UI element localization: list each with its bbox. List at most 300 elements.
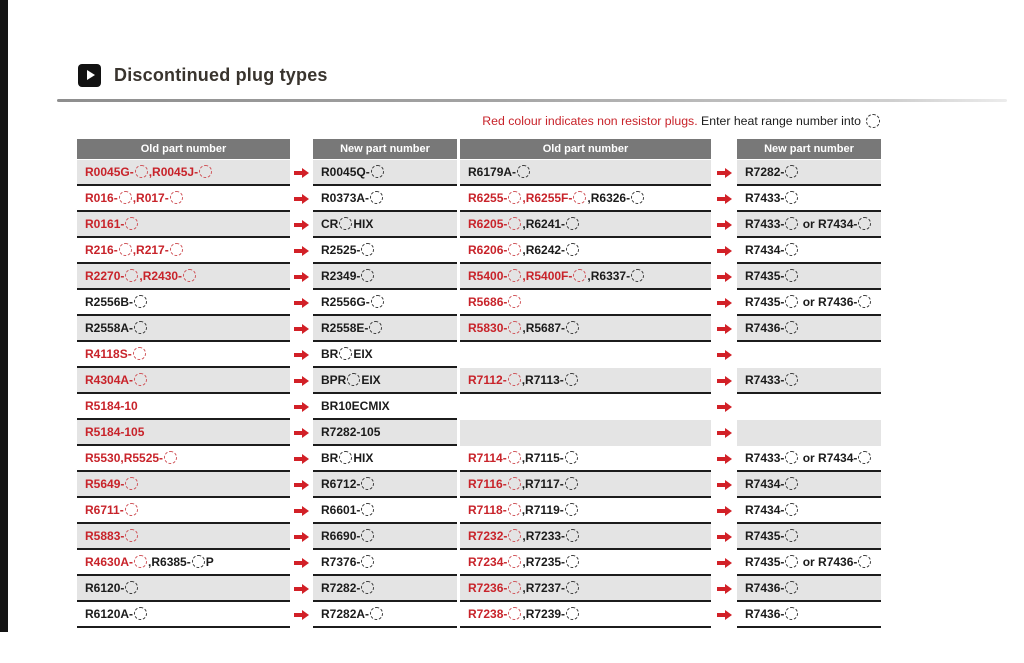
table-row	[460, 316, 881, 342]
table-row	[460, 498, 881, 524]
arrow-right-icon	[717, 480, 732, 490]
part-number-text: ,R6255F-	[522, 191, 573, 205]
old-part-cell	[77, 498, 290, 524]
table-row	[77, 420, 457, 446]
heat-range-circle	[371, 165, 384, 178]
arrow-gutter	[711, 186, 737, 212]
part-number-text: ,R0045J-	[148, 165, 199, 179]
part-number-text: R2556B-	[85, 295, 134, 309]
part-number-text: R7435-	[745, 295, 785, 309]
arrow-gutter	[711, 420, 737, 446]
arrow-right-icon	[717, 558, 732, 568]
heat-range-circle	[339, 347, 352, 360]
part-number-text: ,R6242-	[522, 243, 566, 257]
heat-range-circle	[508, 321, 521, 334]
arrow-gutter	[290, 290, 313, 316]
part-number-text: R7376-	[321, 555, 361, 569]
heat-range-circle	[508, 451, 521, 464]
old-part-number-header: Old part number	[77, 139, 290, 159]
arrow-right-icon	[294, 506, 309, 516]
arrow-gutter	[711, 550, 737, 576]
part-number-text: BR10ECMIX	[321, 399, 390, 413]
new-part-cell	[313, 316, 457, 342]
old-part-cell	[460, 446, 711, 472]
old-part-cell	[460, 498, 711, 524]
part-number-text: R7434-	[745, 503, 785, 517]
heat-range-circle	[361, 529, 374, 542]
arrow-right-icon	[294, 532, 309, 542]
arrow-gutter	[711, 498, 737, 524]
new-part-cell	[313, 576, 457, 602]
part-number-text: R7282-105	[321, 425, 381, 439]
part-number-text: R7282-	[321, 581, 361, 595]
part-number-text: R7238-	[468, 607, 508, 621]
new-part-cell	[737, 446, 881, 472]
arrow-right-icon	[717, 220, 732, 230]
heat-range-circle	[347, 373, 360, 386]
old-part-cell	[77, 550, 290, 576]
part-number-text: ,R6326-	[587, 191, 631, 205]
old-part-cell	[77, 238, 290, 264]
old-part-cell	[77, 394, 290, 420]
part-number-text: R7435-	[745, 529, 785, 543]
new-part-cell	[313, 472, 457, 498]
arrow-right-icon	[294, 480, 309, 490]
part-number-text: R7112-	[468, 373, 507, 387]
heat-range-circle	[361, 477, 374, 490]
part-number-text: R7118-	[468, 503, 507, 517]
part-number-text: HIX	[353, 217, 374, 231]
arrow-right-icon	[717, 350, 732, 360]
part-number-text: R5649-	[85, 477, 125, 491]
new-part-cell	[737, 316, 881, 342]
part-number-text: R5400-	[468, 269, 508, 283]
arrow-right-icon	[294, 324, 309, 334]
play-icon	[78, 64, 101, 87]
part-number-text: R0161-	[85, 217, 125, 231]
part-number-text: R2556G-	[321, 295, 370, 309]
arrow-gutter	[290, 472, 313, 498]
arrow-gutter	[711, 264, 737, 290]
heat-range-circle	[785, 269, 798, 282]
part-number-text: R7116-	[468, 477, 507, 491]
arrow-right-icon	[294, 428, 309, 438]
header-gutter	[711, 139, 737, 159]
table-row	[77, 394, 457, 420]
heat-range-circle	[183, 269, 196, 282]
part-number-text: R2270-	[85, 269, 125, 283]
part-number-text: R7433-	[745, 373, 785, 387]
table-row	[460, 186, 881, 212]
new-part-number-header: New part number	[737, 139, 881, 159]
heat-range-circle	[508, 295, 521, 308]
heat-range-circle	[785, 607, 798, 620]
table-row	[460, 160, 881, 186]
part-number-text: EIX	[353, 347, 373, 361]
table-row	[77, 524, 457, 550]
table-row	[77, 472, 457, 498]
heat-range-circle	[565, 373, 578, 386]
heat-range-circle	[566, 529, 579, 542]
old-part-cell	[460, 576, 711, 602]
heat-range-circle	[125, 581, 138, 594]
part-number-text: R6601-	[321, 503, 361, 517]
part-number-text: ,R6385-	[148, 555, 191, 569]
heat-range-circle	[508, 269, 521, 282]
old-part-cell	[460, 472, 711, 498]
heat-range-circle	[508, 243, 521, 256]
part-number-text: R6205-	[468, 217, 508, 231]
part-number-text: R7435-	[745, 555, 785, 569]
arrow-right-icon	[294, 402, 309, 412]
heat-range-circle	[119, 191, 132, 204]
arrow-right-icon	[294, 246, 309, 256]
part-number-text: BR	[321, 347, 339, 361]
new-part-cell	[737, 472, 881, 498]
new-part-cell	[313, 212, 457, 238]
part-number-text: R6711-	[85, 503, 124, 517]
part-number-text: R7433-	[745, 451, 785, 465]
old-part-cell	[460, 316, 711, 342]
table-row	[460, 602, 881, 628]
part-number-text: or R7436-	[799, 555, 858, 569]
arrow-gutter	[290, 212, 313, 238]
heat-range-circle	[369, 321, 382, 334]
new-part-cell	[313, 394, 457, 420]
heat-range-circle	[339, 451, 352, 464]
heat-range-circle	[508, 373, 521, 386]
part-number-text: R6120-	[85, 581, 125, 595]
page-title: Discontinued plug types	[114, 65, 328, 85]
old-part-cell	[77, 524, 290, 550]
heat-range-circle	[517, 165, 530, 178]
old-part-cell	[77, 212, 290, 238]
part-number-text: R2558E-	[321, 321, 369, 335]
table-row	[460, 342, 881, 368]
arrow-right-icon	[717, 428, 732, 438]
arrow-right-icon	[294, 168, 309, 178]
part-number-text: R0045Q-	[321, 165, 370, 179]
heat-range-circle	[508, 477, 521, 490]
arrow-right-icon	[294, 272, 309, 282]
table-header-row	[460, 139, 881, 159]
header-gutter	[290, 139, 313, 159]
arrow-right-icon	[717, 168, 732, 178]
heat-range-circle	[565, 477, 578, 490]
part-number-text: R5184-10	[85, 399, 138, 413]
heat-range-circle-example	[866, 114, 880, 128]
table-row	[460, 212, 881, 238]
table-row	[460, 368, 881, 394]
arrow-gutter	[711, 394, 737, 420]
arrow-right-icon	[294, 194, 309, 204]
new-part-number-header: New part number	[313, 139, 457, 159]
conversion-table-left	[77, 139, 457, 628]
part-number-text: R5830-	[468, 321, 508, 335]
heat-range-circle	[125, 217, 138, 230]
heat-range-circle	[134, 607, 147, 620]
table-row	[460, 264, 881, 290]
arrow-gutter	[290, 238, 313, 264]
part-number-text: or R7434-	[799, 451, 858, 465]
new-part-cell	[313, 498, 457, 524]
part-number-text: R5883-	[85, 529, 125, 543]
part-number-text: R7234-	[468, 555, 508, 569]
table-row	[77, 576, 457, 602]
part-number-text: R7282-	[745, 165, 785, 179]
part-number-text: R6712-	[321, 477, 361, 491]
title-bar	[78, 64, 328, 87]
part-number-text: R6206-	[468, 243, 508, 257]
new-part-cell	[313, 290, 457, 316]
heat-range-circle	[565, 451, 578, 464]
part-number-text: or R7434-	[799, 217, 858, 231]
arrow-gutter	[711, 472, 737, 498]
heat-range-circle	[339, 217, 352, 230]
arrow-gutter	[290, 420, 313, 446]
old-part-cell	[77, 264, 290, 290]
arrow-right-icon	[717, 610, 732, 620]
arrow-right-icon	[717, 376, 732, 386]
table-row	[460, 576, 881, 602]
part-number-text: R6120A-	[85, 607, 134, 621]
title-divider	[57, 99, 1007, 102]
heat-range-circle	[125, 503, 138, 516]
part-number-text: ,R5400F-	[522, 269, 573, 283]
arrow-right-icon	[717, 298, 732, 308]
heat-range-circle	[135, 165, 148, 178]
heat-range-circle	[858, 295, 871, 308]
heat-range-circle	[361, 503, 374, 516]
legend-black-note: Enter heat range number into	[697, 114, 861, 128]
arrow-right-icon	[717, 246, 732, 256]
table-row	[77, 342, 457, 368]
table-row	[77, 238, 457, 264]
arrow-right-icon	[294, 376, 309, 386]
conversion-table-right	[460, 139, 881, 628]
arrow-gutter	[290, 264, 313, 290]
part-number-text: R2525-	[321, 243, 361, 257]
heat-range-circle	[566, 243, 579, 256]
arrow-right-icon	[717, 584, 732, 594]
heat-range-circle	[573, 191, 586, 204]
old-part-cell	[460, 264, 711, 290]
new-part-cell	[737, 550, 881, 576]
table-row	[77, 602, 457, 628]
heat-range-circle	[134, 295, 147, 308]
arrow-gutter	[711, 160, 737, 186]
heat-range-circle	[785, 295, 798, 308]
part-number-text: ,R7239-	[522, 607, 566, 621]
old-part-cell	[77, 420, 290, 446]
old-part-cell	[77, 472, 290, 498]
arrow-gutter	[711, 342, 737, 368]
part-number-text: R5686-	[468, 295, 508, 309]
arrow-gutter	[290, 550, 313, 576]
arrow-gutter	[711, 290, 737, 316]
old-part-cell	[460, 186, 711, 212]
part-number-text: R0045G-	[85, 165, 134, 179]
part-number-text: ,R5687-	[522, 321, 566, 335]
heat-range-circle	[370, 607, 383, 620]
heat-range-circle	[170, 191, 183, 204]
new-part-cell	[313, 524, 457, 550]
part-number-text: R0373A-	[321, 191, 370, 205]
table-row	[460, 394, 881, 420]
table-row	[460, 238, 881, 264]
old-part-cell	[460, 602, 711, 628]
part-number-text: CR	[321, 217, 339, 231]
old-part-cell	[77, 368, 290, 394]
new-part-cell	[737, 342, 881, 368]
table-row	[77, 212, 457, 238]
part-number-text: R7434-	[745, 477, 785, 491]
new-part-cell	[737, 160, 881, 186]
part-number-text: ,R017-	[132, 191, 169, 205]
new-part-cell	[313, 602, 457, 628]
heat-range-circle	[573, 269, 586, 282]
part-number-text: R016-	[85, 191, 118, 205]
heat-range-circle	[785, 451, 798, 464]
arrow-right-icon	[717, 272, 732, 282]
arrow-right-icon	[294, 220, 309, 230]
arrow-gutter	[711, 576, 737, 602]
arrow-right-icon	[717, 532, 732, 542]
arrow-right-icon	[294, 350, 309, 360]
arrow-gutter	[711, 524, 737, 550]
new-part-cell	[313, 550, 457, 576]
heat-range-circle	[125, 477, 138, 490]
table-row	[77, 446, 457, 472]
table-row	[77, 186, 457, 212]
legend-red-note: Red colour indicates non resistor plugs.	[482, 114, 698, 128]
arrow-right-icon	[717, 506, 732, 516]
arrow-right-icon	[294, 298, 309, 308]
new-part-cell	[313, 368, 457, 394]
heat-range-circle	[785, 373, 798, 386]
arrow-right-icon	[294, 610, 309, 620]
arrow-gutter	[290, 602, 313, 628]
new-part-cell	[737, 420, 881, 446]
heat-range-circle	[565, 503, 578, 516]
heat-range-circle	[508, 191, 521, 204]
heat-range-circle	[566, 321, 579, 334]
arrow-right-icon	[717, 324, 732, 334]
heat-range-circle	[508, 503, 521, 516]
table-row	[460, 472, 881, 498]
table-row	[77, 316, 457, 342]
table-row	[460, 550, 881, 576]
arrow-gutter	[290, 498, 313, 524]
heat-range-circle	[785, 191, 798, 204]
table-row	[77, 498, 457, 524]
heat-range-circle	[785, 243, 798, 256]
part-number-text: R7232-	[468, 529, 508, 543]
part-number-text: R7433-	[745, 191, 785, 205]
old-part-cell	[460, 212, 711, 238]
arrow-gutter	[290, 446, 313, 472]
legend	[482, 114, 881, 128]
part-number-text: R2558A-	[85, 321, 134, 335]
part-number-text: EIX	[361, 373, 381, 387]
part-number-text: R7433-	[745, 217, 785, 231]
arrow-right-icon	[717, 402, 732, 412]
new-part-cell	[737, 186, 881, 212]
part-number-text: R5184-105	[85, 425, 145, 439]
left-edge-bar	[0, 0, 8, 632]
heat-range-circle	[134, 555, 147, 568]
heat-range-circle	[631, 191, 644, 204]
new-part-cell	[313, 420, 457, 446]
table-row	[460, 290, 881, 316]
table-row	[77, 290, 457, 316]
heat-range-circle	[508, 555, 521, 568]
arrow-gutter	[711, 602, 737, 628]
heat-range-circle	[125, 529, 138, 542]
table-row	[460, 420, 881, 446]
new-part-cell	[313, 264, 457, 290]
new-part-cell	[737, 524, 881, 550]
part-number-text: R7436-	[745, 321, 785, 335]
heat-range-circle	[361, 555, 374, 568]
table-row	[77, 550, 457, 576]
heat-range-circle	[858, 555, 871, 568]
old-part-cell	[460, 420, 711, 446]
part-number-text: BPR	[321, 373, 347, 387]
new-part-cell	[737, 576, 881, 602]
part-number-text: R6255-	[468, 191, 508, 205]
part-number-text: R6179A-	[468, 165, 517, 179]
part-number-text: ,R7233-	[522, 529, 566, 543]
old-part-cell	[77, 316, 290, 342]
arrow-gutter	[290, 160, 313, 186]
part-number-text: ,R7113-	[521, 373, 564, 387]
new-part-cell	[737, 238, 881, 264]
arrow-gutter	[711, 238, 737, 264]
heat-range-circle	[785, 581, 798, 594]
table-row	[77, 368, 457, 394]
new-part-cell	[737, 212, 881, 238]
part-number-text: ,R7115-	[521, 451, 564, 465]
heat-range-circle	[361, 581, 374, 594]
old-part-cell	[460, 290, 711, 316]
heat-range-circle	[170, 243, 183, 256]
arrow-gutter	[290, 394, 313, 420]
heat-range-circle	[631, 269, 644, 282]
arrow-gutter	[711, 316, 737, 342]
part-number-text: R4630A-	[85, 555, 134, 569]
arrow-gutter	[711, 212, 737, 238]
heat-range-circle	[566, 555, 579, 568]
part-number-text: ,R6241-	[522, 217, 566, 231]
table-row	[460, 446, 881, 472]
heat-range-circle	[566, 217, 579, 230]
new-part-cell	[313, 186, 457, 212]
heat-range-circle	[164, 451, 177, 464]
old-part-cell	[77, 446, 290, 472]
part-number-text: R7436-	[745, 581, 785, 595]
part-number-text: ,R7237-	[522, 581, 566, 595]
arrow-gutter	[290, 576, 313, 602]
part-number-text: R216-	[85, 243, 118, 257]
heat-range-circle	[566, 607, 579, 620]
heat-range-circle	[361, 269, 374, 282]
new-part-cell	[737, 290, 881, 316]
part-number-text: R5530,R5525-	[85, 451, 164, 465]
heat-range-circle	[508, 217, 521, 230]
new-part-cell	[737, 498, 881, 524]
table-row	[460, 524, 881, 550]
